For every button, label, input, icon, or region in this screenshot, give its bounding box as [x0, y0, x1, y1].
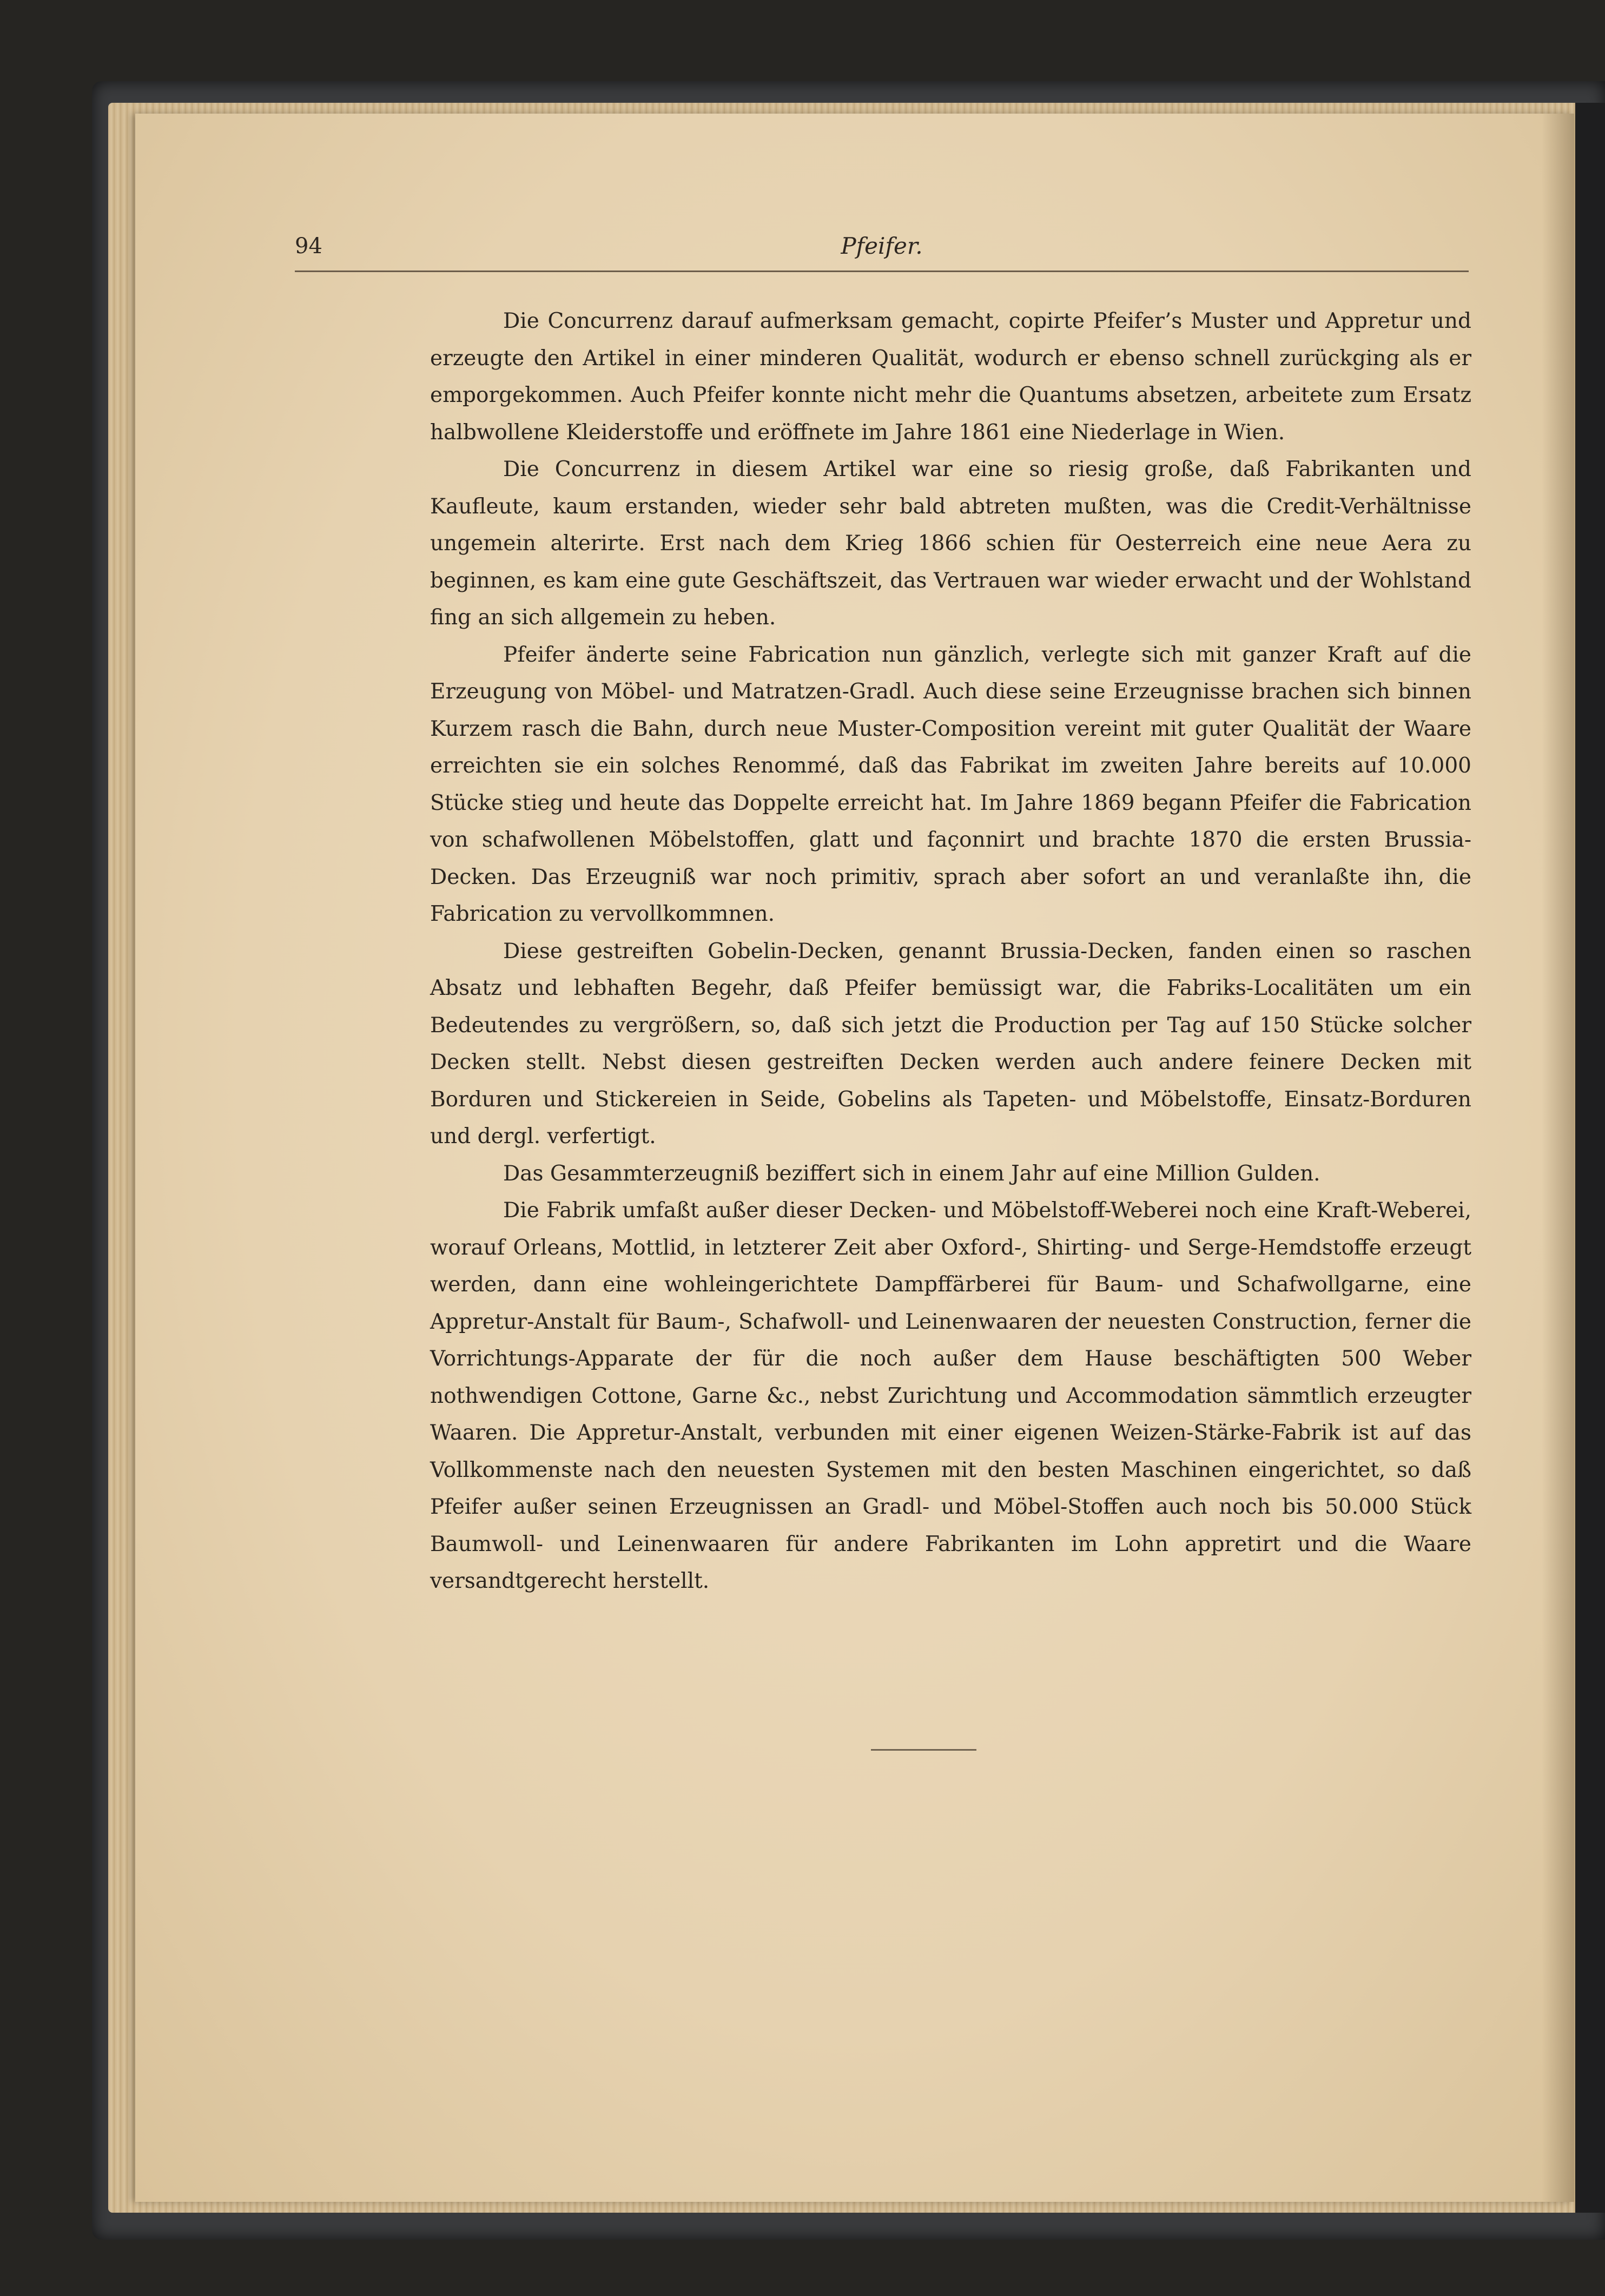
paragraph: Die Concurrenz darauf aufmerksam gemacht, copirte Pfeifer’s Muster und Appretur und erzeugte den Artikel in einer minderen Qualität, wodurch er ebenso schnell zurückging als er emporgekommen. Auch Pfeifer konnte nicht mehr die Quantums absetzen, arbeitete zum Ersatz halbwollene Kleiderstoffe und eröffnete im Jahre 1861 eine Niederlage in Wien. [430, 309, 1471, 445]
paragraph: Pfeifer änderte seine Fabrication nun gänzlich, verlegte sich mit ganzer Kraft auf die Erzeugung von Möbel- und Matratzen-Gradl. Auch diese seine Erzeugnisse brachen sich binnen Kurzem rasch die Bahn, durch neue Muster-Composition vereint mit guter Qualität der Waare erreichten sie ein solches Renommé, daß das Fabrikat im zweiten Jahre bereits auf 10.000 Stücke stieg und heute das Doppelte erreicht hat. Im Jahre 1869 begann Pfeifer die Fabrication von schafwollenen Möbelstoffen, glatt und façonnirt und brachte 1870 die ersten Brussia-Decken. Das Erzeugniß war noch primitiv, sprach aber sofort an und veranlaßte ihn, die Fabrication zu vervollkommnen. [430, 642, 1471, 926]
running-head: Pfeifer. [841, 233, 923, 259]
paragraph: Die Concurrenz in diesem Artikel war eine so riesig große, daß Fabrikanten und Kaufleute, kaum erstanden, wieder sehr bald abtreten mußten, was die Credit-Verhältnisse ungemein alterirte. Erst nach dem Krieg 1866 schien für Oesterreich eine neue Aera zu beginnen, es kam eine gute Geschäftszeit, das Vertrauen war wieder erwacht und der Wohlstand fing an sich allgemein zu heben. [430, 457, 1471, 630]
spine-gutter [1542, 114, 1574, 2202]
end-rule [871, 1749, 976, 1751]
paragraph: Diese gestreiften Gobelin-Decken, genannt Brussia-Decken, fanden einen so raschen Absatz und lebhaften Begehr, daß Pfeifer bemüssigt war, die Fabriks-Localitäten um ein Bedeutendes zu vergrößern, so, daß sich jetzt die Production per Tag auf 150 Stücke solcher Decken stellt. Nebst diesen gestreiften Decken werden auch andere feinere Decken mit Borduren und Stickereien in Seide, Gobelins als Tapeten- und Möbelstoffe, Einsatz-Borduren und dergl. verfertigt. [430, 939, 1471, 1149]
page-header [295, 233, 1469, 272]
paragraph: Die Fabrik umfaßt außer dieser Decken- und Möbelstoff-Weberei noch eine Kraft-Weberei, worauf Orleans, Mottlid, in letzterer Zeit aber Oxford-, Shirting- und Serge-Hemdstoffe erzeugt werden, dann eine wohleingerichtete Dampffärberei für Baum- und Schafwollgarne, eine Appretur-Anstalt für Baum-, Schafwoll- und Leinenwaaren der neuesten Construction, ferner die Vorrichtungs-Apparate der für die noch außer dem Hause beschäftigten 500 Weber nothwendigen Cottone, Garne &c., nebst Zurichtung und Accommodation sämmtlich erzeugter Waaren. Die Appretur-Anstalt, verbunden mit einer eigenen Weizen-Stärke-Fabrik ist auf das Vollkommenste nach den neuesten Systemen mit den besten Maschinen eingerichtet, so daß Pfeifer außer seinen Erzeugnissen an Gradl- und Möbel-Stoffen auch noch bis 50.000 Stück Baumwoll- und Leinenwaaren für andere Fabrikanten im Lohn appretirt und die Waare versandtgerecht herstellt. [430, 1198, 1471, 1593]
right-cover-edge [1575, 103, 1605, 2213]
paragraph: Das Gesammterzeugniß beziffert sich in einem Jahr auf eine Million Gulden. [503, 1161, 1320, 1186]
page-number: 94 [295, 234, 322, 259]
body-text [430, 303, 1471, 1600]
